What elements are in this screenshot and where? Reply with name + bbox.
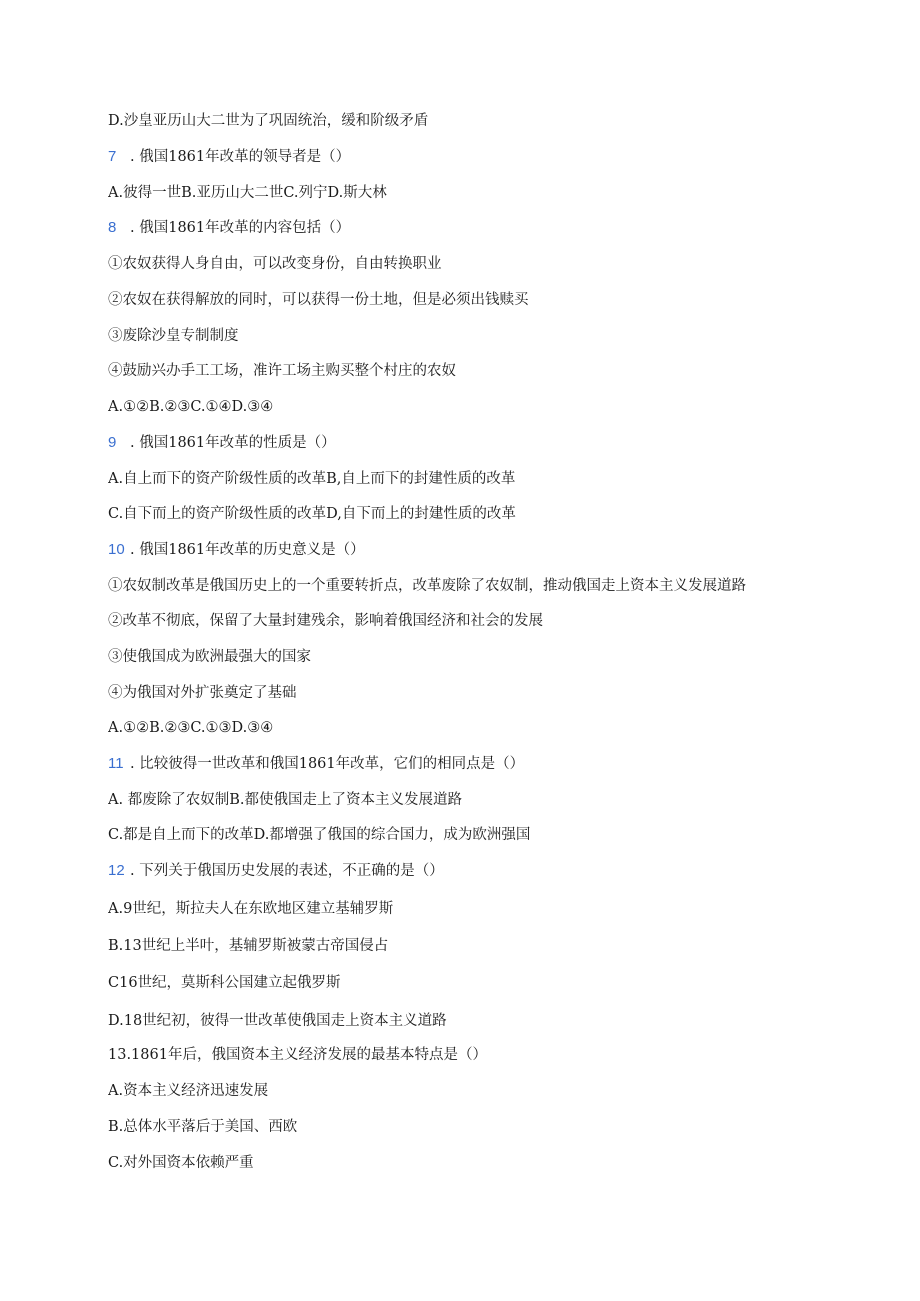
question-number: 12 <box>108 862 125 879</box>
statement-line: ①农奴获得人身自由，可以改变身份，自由转换职业 <box>108 256 442 272</box>
question-number: 9 <box>108 434 117 451</box>
option-line: C.都是自上而下的改革D.都增强了俄国的综合国力，成为欧洲强国 <box>108 827 531 843</box>
question-number: 10 <box>108 541 125 558</box>
question-11 <box>108 752 898 776</box>
question-text: . 比较彼得一世改革和俄国1861年改革，它们的相同点是（） <box>130 756 525 772</box>
option-line: D.18世纪初，彼得一世改革使俄国走上资本主义道路 <box>108 1013 447 1029</box>
statement-line: ①农奴制改革是俄国历史上的一个重要转折点，改革废除了农奴制，推动俄国走上资本主义发展道路 <box>108 578 746 594</box>
statement-line: ②农奴在获得解放的同时，可以获得一份土地，但是必须出钱赎买 <box>108 292 529 308</box>
question-number: 8 <box>108 219 117 236</box>
option-line: C16世纪，莫斯科公国建立起俄罗斯 <box>108 975 341 991</box>
question-text: . 俄国1861年改革的内容包括（） <box>130 220 351 236</box>
question-text: . 俄国1861年改革的领导者是（） <box>130 149 351 165</box>
question-12 <box>108 859 898 883</box>
question-13: 13.1861年后，俄国资本主义经济发展的最基本特点是（） <box>108 1047 487 1063</box>
option-line: A.自上而下的资产阶级性质的改革B,自上而下的封建性质的改革 <box>108 471 516 487</box>
option-line: B.总体水平落后于美国、西欧 <box>108 1119 298 1135</box>
option-line: C.自下而上的资产阶级性质的改革D,自下而上的封建性质的改革 <box>108 506 516 522</box>
question-number: 7 <box>108 148 117 165</box>
option-line: C.对外国资本依赖严重 <box>108 1155 254 1171</box>
question-number: 11 <box>108 755 124 772</box>
question-7 <box>108 145 898 169</box>
question-text: . 俄国1861年改革的历史意义是（） <box>130 542 365 558</box>
question-9 <box>108 431 898 455</box>
option-line: A.①②B.②③C.①③D.③④ <box>108 720 274 736</box>
statement-line: ③使俄国成为欧洲最强大的国家 <box>108 649 311 665</box>
question-text: . 俄国1861年改革的性质是（） <box>130 435 336 451</box>
option-line: A.①②B.②③C.①④D.③④ <box>108 399 274 415</box>
question-10 <box>108 538 898 562</box>
option-line: A.彼得一世B.亚历山大二世C.列宁D.斯大林 <box>108 185 387 201</box>
statement-line: ④为俄国对外扩张奠定了基础 <box>108 685 297 701</box>
question-text: . 下列关于俄国历史发展的表述，不正确的是（） <box>130 863 444 879</box>
option-line: B.13世纪上半叶，基辅罗斯被蒙古帝国侵占 <box>108 938 389 954</box>
option-line: A. 都废除了农奴制B.都使俄国走上了资本主义发展道路 <box>108 792 462 808</box>
question-8 <box>108 216 898 240</box>
option-line: A.资本主义经济迅速发展 <box>108 1083 269 1099</box>
option-line: D.沙皇亚历山大二世为了巩固统治，缓和阶级矛盾 <box>108 113 429 129</box>
option-line: A.9世纪，斯拉夫人在东欧地区建立基辅罗斯 <box>108 901 394 917</box>
statement-line: ②改革不彻底，保留了大量封建残余，影响着俄国经济和社会的发展 <box>108 613 543 629</box>
statement-line: ④鼓励兴办手工工场，准许工场主购买整个村庄的农奴 <box>108 363 456 379</box>
statement-line: ③废除沙皇专制制度 <box>108 328 239 344</box>
